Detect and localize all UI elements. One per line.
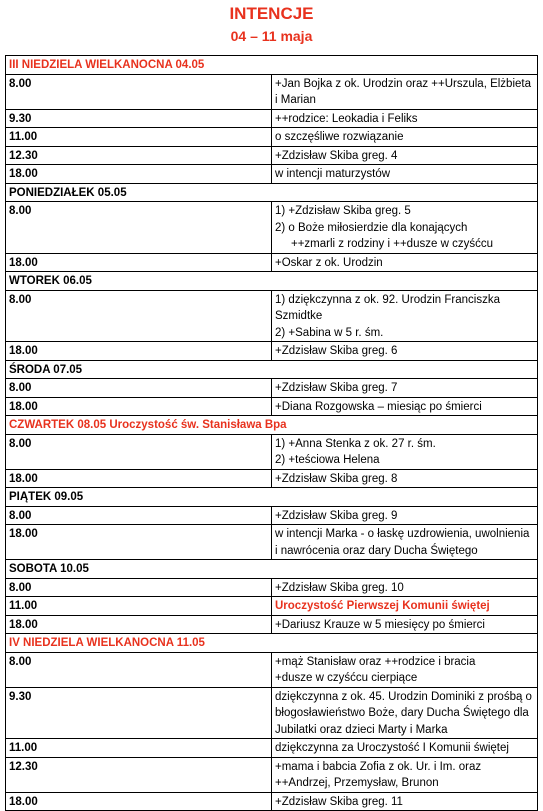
intention-text: [272, 397, 538, 416]
intention-row: [6, 578, 538, 597]
mass-time: 18.00: [6, 165, 272, 184]
mass-time: 8.00: [6, 379, 272, 398]
intention-line: +Zdzisław Skiba greg. 7: [275, 382, 398, 394]
intention-text: [272, 290, 538, 342]
intention-text: [272, 379, 538, 398]
day-header: SOBOTA 10.05: [6, 560, 538, 579]
intention-row: [6, 397, 538, 416]
intention-row: [6, 202, 538, 254]
intention-line: +Zdzisław Skiba greg. 9: [275, 509, 398, 522]
intention-line: dziękczynna z ok. 45. Urodzin Dominiki z prośbą o błogosławieństwo Boże, dary Ducha Świętego dla Jubilatki oraz dzieci Marty i Marka: [275, 690, 532, 736]
intention-line: 2) +teściowa Helena: [275, 454, 380, 466]
intention-text: [272, 128, 538, 147]
mass-time: 9.30: [6, 687, 272, 739]
intention-line: 1) +Anna Stenka z ok. 27 r. śm.: [275, 437, 436, 450]
day-header: IV NIEDZIELA WIELKANOCNA 11.05: [6, 634, 538, 653]
mass-time: 9.30: [6, 109, 272, 128]
intention-line: +mąż Stanisław oraz ++rodzice i bracia: [275, 655, 476, 668]
mass-time: 12.30: [6, 757, 272, 792]
mass-time: 11.00: [6, 128, 272, 147]
intention-row: [6, 506, 538, 525]
day-header-row: [6, 183, 538, 202]
day-header-row: [6, 360, 538, 379]
mass-time: 18.00: [6, 525, 272, 560]
intention-row: [6, 165, 538, 184]
mass-time: 18.00: [6, 342, 272, 361]
day-header: PONIEDZIAŁEK 05.05: [6, 183, 538, 202]
intention-text: [272, 578, 538, 597]
day-header: PIĄTEK 09.05: [6, 488, 538, 507]
mass-time: 8.00: [6, 578, 272, 597]
mass-time: 12.30: [6, 146, 272, 165]
intentions-table: [5, 55, 538, 811]
intention-text: [272, 597, 538, 616]
intention-line: +Zdzisław Skiba greg. 10: [275, 581, 404, 594]
day-header: ŚRODA 07.05: [6, 360, 538, 379]
intention-row: [6, 74, 538, 109]
intention-line: 1) +Zdzisław Skiba greg. 5: [275, 205, 411, 217]
mass-time: 18.00: [6, 615, 272, 634]
mass-time: 18.00: [6, 397, 272, 416]
intention-row: [6, 290, 538, 342]
mass-time: 11.00: [6, 597, 272, 616]
mass-time: 18.00: [6, 792, 272, 811]
intention-text: [272, 434, 538, 469]
day-header-row: [6, 560, 538, 579]
day-header: CZWARTEK 08.05 Uroczystość św. Stanisława Bpa: [6, 416, 538, 435]
intention-text: [272, 74, 538, 109]
intention-line: +Zdzisław Skiba greg. 6: [275, 345, 398, 357]
mass-time: 8.00: [6, 74, 272, 109]
intention-text: [272, 506, 538, 525]
intention-row: [6, 757, 538, 792]
intention-line: +Zdzisław Skiba greg. 4: [275, 149, 398, 162]
intention-row: [6, 342, 538, 361]
intention-text: [272, 202, 538, 254]
day-header-row: [6, 272, 538, 291]
intention-line: +Jan Bojka z ok. Urodzin oraz ++Urszula, Elżbieta i Marian: [275, 77, 531, 106]
intention-text: [272, 109, 538, 128]
intention-line: dziękczynna za Uroczystość I Komunii świętej: [275, 742, 509, 754]
intention-line: o szczęśliwe rozwiązanie: [275, 131, 404, 143]
intention-line: Uroczystość Pierwszej Komunii świętej: [275, 600, 490, 612]
date-range: 04 – 11 maja: [230, 28, 313, 44]
intention-row: [6, 109, 538, 128]
intention-row: [6, 525, 538, 560]
intention-line: +dusze w czyśćcu cierpiące: [275, 672, 418, 684]
mass-time: 18.00: [6, 469, 272, 488]
mass-time: 8.00: [6, 506, 272, 525]
day-header-row: [6, 416, 538, 435]
intention-line: +Zdzisław Skiba greg. 8: [275, 472, 398, 485]
intention-text: [272, 469, 538, 488]
intention-row: [6, 146, 538, 165]
intention-text: [272, 652, 538, 687]
intention-row: [6, 687, 538, 739]
intention-line: 1) dziękczynna z ok. 92. Urodzin Franciszka Szmidtke: [275, 293, 500, 322]
day-header: III NIEDZIELA WIELKANOCNA 04.05: [6, 56, 538, 75]
intention-row: [6, 253, 538, 272]
intention-line: +mama i babcia Zofia z ok. Ur. i Im. oraz ++Andrzej, Przemysław, Brunon: [275, 760, 482, 789]
intention-text: [272, 146, 538, 165]
intention-line: w intencji Marka - o łaskę uzdrowienia, uwolnienia i nawrócenia oraz dary Ducha Świętego: [275, 528, 530, 557]
intention-row: [6, 434, 538, 469]
mass-time: 8.00: [6, 434, 272, 469]
intention-row: [6, 739, 538, 758]
intention-text: [272, 792, 538, 811]
mass-time: 8.00: [6, 652, 272, 687]
intention-line: +Diana Rozgowska – miesiąc po śmierci: [275, 400, 482, 413]
intention-text: [272, 165, 538, 184]
mass-time: 11.00: [6, 739, 272, 758]
day-header-row: [6, 488, 538, 507]
intention-row: [6, 615, 538, 634]
mass-time: 8.00: [6, 290, 272, 342]
intention-line: ++rodzice: Leokadia i Feliks: [275, 112, 418, 125]
intention-row: [6, 652, 538, 687]
mass-time: 18.00: [6, 253, 272, 272]
intention-text: [272, 253, 538, 272]
intention-row: [6, 597, 538, 616]
intention-row: [6, 128, 538, 147]
page-title: INTENCJE: [229, 4, 314, 23]
intention-row: [6, 792, 538, 811]
day-header: WTOREK 06.05: [6, 272, 538, 291]
intention-line: +Oskar z ok. Urodzin: [275, 256, 383, 269]
intention-line: w intencji maturzystów: [275, 168, 391, 180]
intention-text: [272, 739, 538, 758]
mass-time: 8.00: [6, 202, 272, 254]
day-header-row: [6, 634, 538, 653]
intention-line: 2) o Boże miłosierdzie dla konających: [275, 221, 468, 234]
intention-line: ++zmarli z rodziny i ++dusze w czyśćcu: [291, 238, 493, 250]
intention-text: [272, 525, 538, 560]
intention-text: [272, 687, 538, 739]
intention-text: [272, 342, 538, 361]
intention-line: +Dariusz Krauze w 5 miesięcy po śmierci: [275, 618, 485, 631]
day-header-row: [6, 56, 538, 75]
intention-line: 2) +Sabina w 5 r. śm.: [275, 326, 384, 339]
intention-line: +Zdzisław Skiba greg. 11: [275, 795, 403, 808]
intention-row: [6, 469, 538, 488]
intention-text: [272, 757, 538, 792]
intention-text: [272, 615, 538, 634]
intention-row: [6, 379, 538, 398]
